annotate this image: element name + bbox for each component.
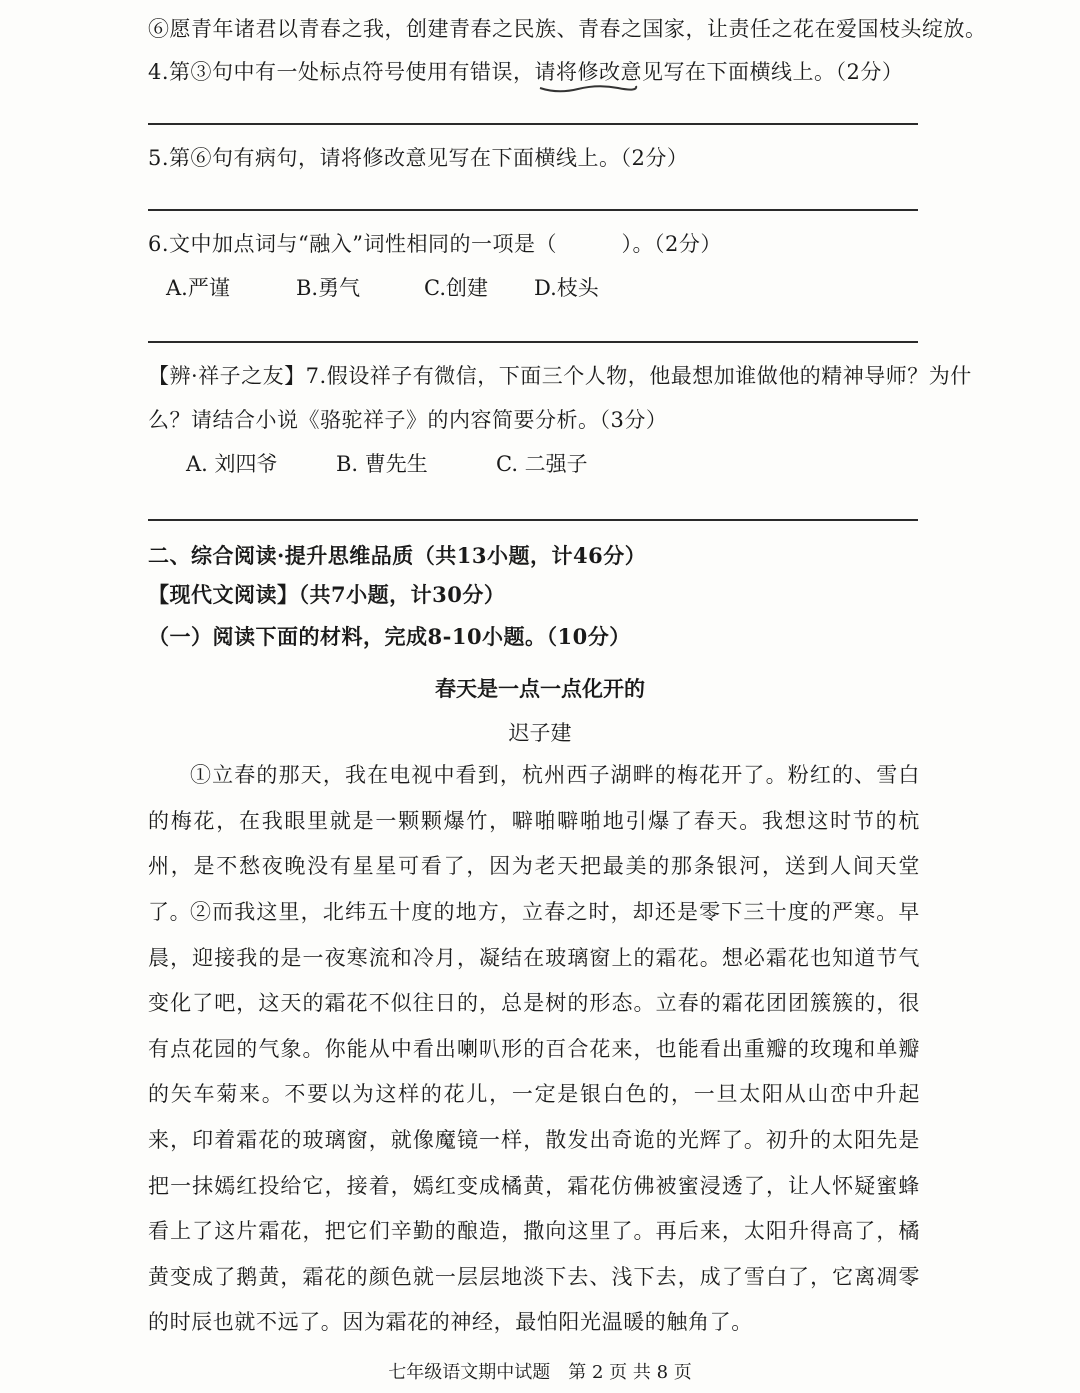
option-b: B. 曹先生 <box>336 452 428 476</box>
option-c: C. 二强子 <box>496 452 588 476</box>
answer-line-q4[interactable] <box>148 123 918 125</box>
answer-line-q6[interactable] <box>148 341 918 343</box>
question-7-options <box>186 449 786 479</box>
question-6: 6.文中加点词与“融入”词性相同的一项是（ ）。（2分） <box>148 232 722 256</box>
question-7-line-2: 么？请结合小说《骆驼祥子》的内容简要分析。（3分） <box>148 408 668 432</box>
page-footer: 七年级语文期中试题 第 2 页 共 8 页 <box>388 1362 692 1383</box>
question-7-line-1: 【辨·祥子之友】7.假设祥子有微信，下面三个人物，他最想加谁做他的精神导师？为什 <box>148 364 972 388</box>
option-c: C.创建 <box>424 276 488 300</box>
handwritten-underline <box>538 80 638 94</box>
article-author: 迟子建 <box>508 721 572 745</box>
article-title: 春天是一点一点化开的 <box>435 676 645 701</box>
question-4: 4.第③句中有一处标点符号使用有错误，请将修改意见写在下面横线上。（2分） <box>148 60 904 84</box>
article-paragraph-2: ②而我这里，北纬五十度的地方，立春之时，却还是零下三十度的严寒。早晨，迎接我的是一夜寒流和冷月，凝结在玻璃窗上的霜花。想必霜花也知道节气变化了吧，这天的霜花不似往日的，总是树的形态。立春的霜花团团簇簇的，很有点花园的气象。你能从中看出喇叭形的百合花来，也能看出重瓣的玫瑰和单瓣的矢车菊来。不要以为这样的花儿，一定是银白色的，一旦太阳从山峦中升起来，印着霜花的玻璃窗，就像魔镜一样，散发出奇诡的光辉了。初升的太阳先是把一抹嫣红投给它，接着，嫣红变成橘黄，霜花仿佛被蜜浸透了，让人怀疑蜜蜂看上了这片霜花，把它们辛勤的酿造，撒向这里了。再后来，太阳升得高了，橘黄变成了鹅黄，霜花的颜色就一层层地淡下去、浅下去，成了雪白了，它离凋零的时辰也就不远了。因为霜花的神经，最怕阳光温暖的触角了。 <box>148 900 920 1335</box>
question-6-options <box>166 273 866 303</box>
answer-line-q5[interactable] <box>148 209 918 211</box>
section-2-part-1: （一）阅读下面的材料，完成8-10小题。（10分） <box>148 624 631 649</box>
option-a: A.严谨 <box>166 276 230 300</box>
article-paragraph-1: ①立春的那天，我在电视中看到，杭州西子湖畔的梅花开了。粉红的、雪白的梅花，在我眼里就是一颗颗爆竹，噼啪噼啪地引爆了春天。我想这时节的杭州，是不愁夜晚没有星星可看了，因为老天把最美的那条银河，送到人间天堂了。 <box>148 763 920 924</box>
section-2-subtitle: 【现代文阅读】（共7小题，计30分） <box>148 582 506 607</box>
answer-line-q7[interactable] <box>148 519 918 521</box>
option-b: B.勇气 <box>296 276 361 300</box>
option-d: D.枝头 <box>534 276 599 300</box>
section-2-title: 二、综合阅读·提升思维品质（共13小题，计46分） <box>148 543 647 568</box>
question-5: 5.第⑥句有病句，请将修改意见写在下面横线上。（2分） <box>148 146 689 170</box>
option-a: A. 刘四爷 <box>186 452 278 476</box>
sentence-6: ⑥愿青年诸君以青春之我，创建青春之民族、青春之国家，让责任之花在爱国枝头绽放。 <box>148 17 987 41</box>
